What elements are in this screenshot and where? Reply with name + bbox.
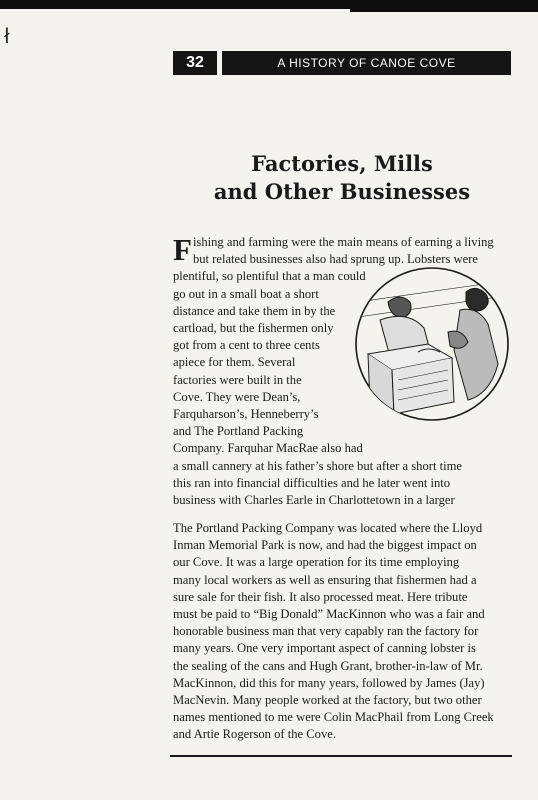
margin-mark: ł bbox=[4, 24, 10, 48]
paragraph-2-line: names mentioned to me were Colin MacPhail from Long Creek bbox=[173, 710, 494, 725]
paragraph-1-line: a small cannery at his father’s shore but after a short time bbox=[173, 458, 462, 473]
paragraph-1-line: got from a cent to three cents bbox=[173, 338, 320, 353]
paragraph-1-line: apiece for them. Several bbox=[173, 355, 296, 370]
paragraph-1-line: Company. Farquhar MacRae also had bbox=[173, 441, 363, 456]
paragraph-1-line: business with Charles Earle in Charlottetown in a larger bbox=[173, 493, 455, 508]
bottom-rule bbox=[170, 755, 512, 757]
paragraph-1-line: Cove. They were Dean’s, bbox=[173, 389, 301, 404]
paragraph-1-line: plentiful, so plentiful that a man could bbox=[173, 269, 366, 284]
paragraph-2-line: MacNevin. Many people worked at the factory, but two other bbox=[173, 693, 482, 708]
scan-edge-top-right bbox=[350, 0, 538, 12]
paragraph-1-line: Farquharson’s, Henneberry’s bbox=[173, 407, 319, 422]
paragraph-2-line: must be paid to “Big Donald” MacKinnon who was a fair and bbox=[173, 607, 485, 622]
page-number: 32 bbox=[173, 51, 217, 75]
paragraph-1-first-line: ishing and farming were the main means of earning a living bbox=[192, 235, 494, 249]
chapter-title-line-2: and Other Businesses bbox=[213, 179, 471, 204]
paragraph-2-line: many years. One very important aspect of canning lobster is bbox=[173, 641, 476, 656]
paragraph-2-line: our Cove. It was a large operation for its time employing bbox=[173, 555, 460, 570]
paragraph-2-line: honorable business man that very capably ran the factory for bbox=[173, 624, 479, 639]
paragraph-1-line: cartload, but the fishermen only bbox=[173, 321, 334, 336]
paragraph-1-line: factories were built in the bbox=[173, 372, 302, 387]
paragraph-1-line: this ran into financial difficulties and he later went into bbox=[173, 475, 451, 490]
running-title: A HISTORY OF CANOE COVE bbox=[222, 51, 511, 75]
paragraph-2-line: The Portland Packing Company was located where the Lloyd bbox=[173, 521, 483, 535]
paragraph-2-line: the sealing of the cans and Hugh Grant, brother-in-law of Mr. bbox=[173, 658, 483, 673]
paragraph-1-line: go out in a small boat a short bbox=[173, 286, 319, 301]
paragraph-1-line: and The Portland Packing bbox=[173, 424, 304, 439]
chapter-title bbox=[173, 150, 511, 206]
paragraph-2-line: sure sale for their fish. It also processed meat. Here tribute bbox=[173, 589, 468, 604]
chapter-title-line-1: Factories, Mills bbox=[251, 151, 433, 176]
paragraph-1-line: but related businesses also had sprung up. Lobsters were bbox=[192, 252, 478, 267]
cannery-illustration bbox=[348, 262, 512, 422]
paragraph-2 bbox=[173, 520, 513, 744]
paragraph-2-line: many local workers as well as ensuring that fishermen had a bbox=[173, 572, 477, 587]
drop-cap: F bbox=[173, 232, 192, 267]
paragraph-2-line: Inman Memorial Park is now, and had the biggest impact on bbox=[173, 538, 477, 553]
paragraph-2-line: MacKinnon, did this for many years, followed by James (Jay) bbox=[173, 675, 485, 690]
paragraph-1-line: distance and take them in by the bbox=[173, 303, 336, 318]
paragraph-2-line: and Artie Rogerson of the Cove. bbox=[173, 727, 336, 742]
